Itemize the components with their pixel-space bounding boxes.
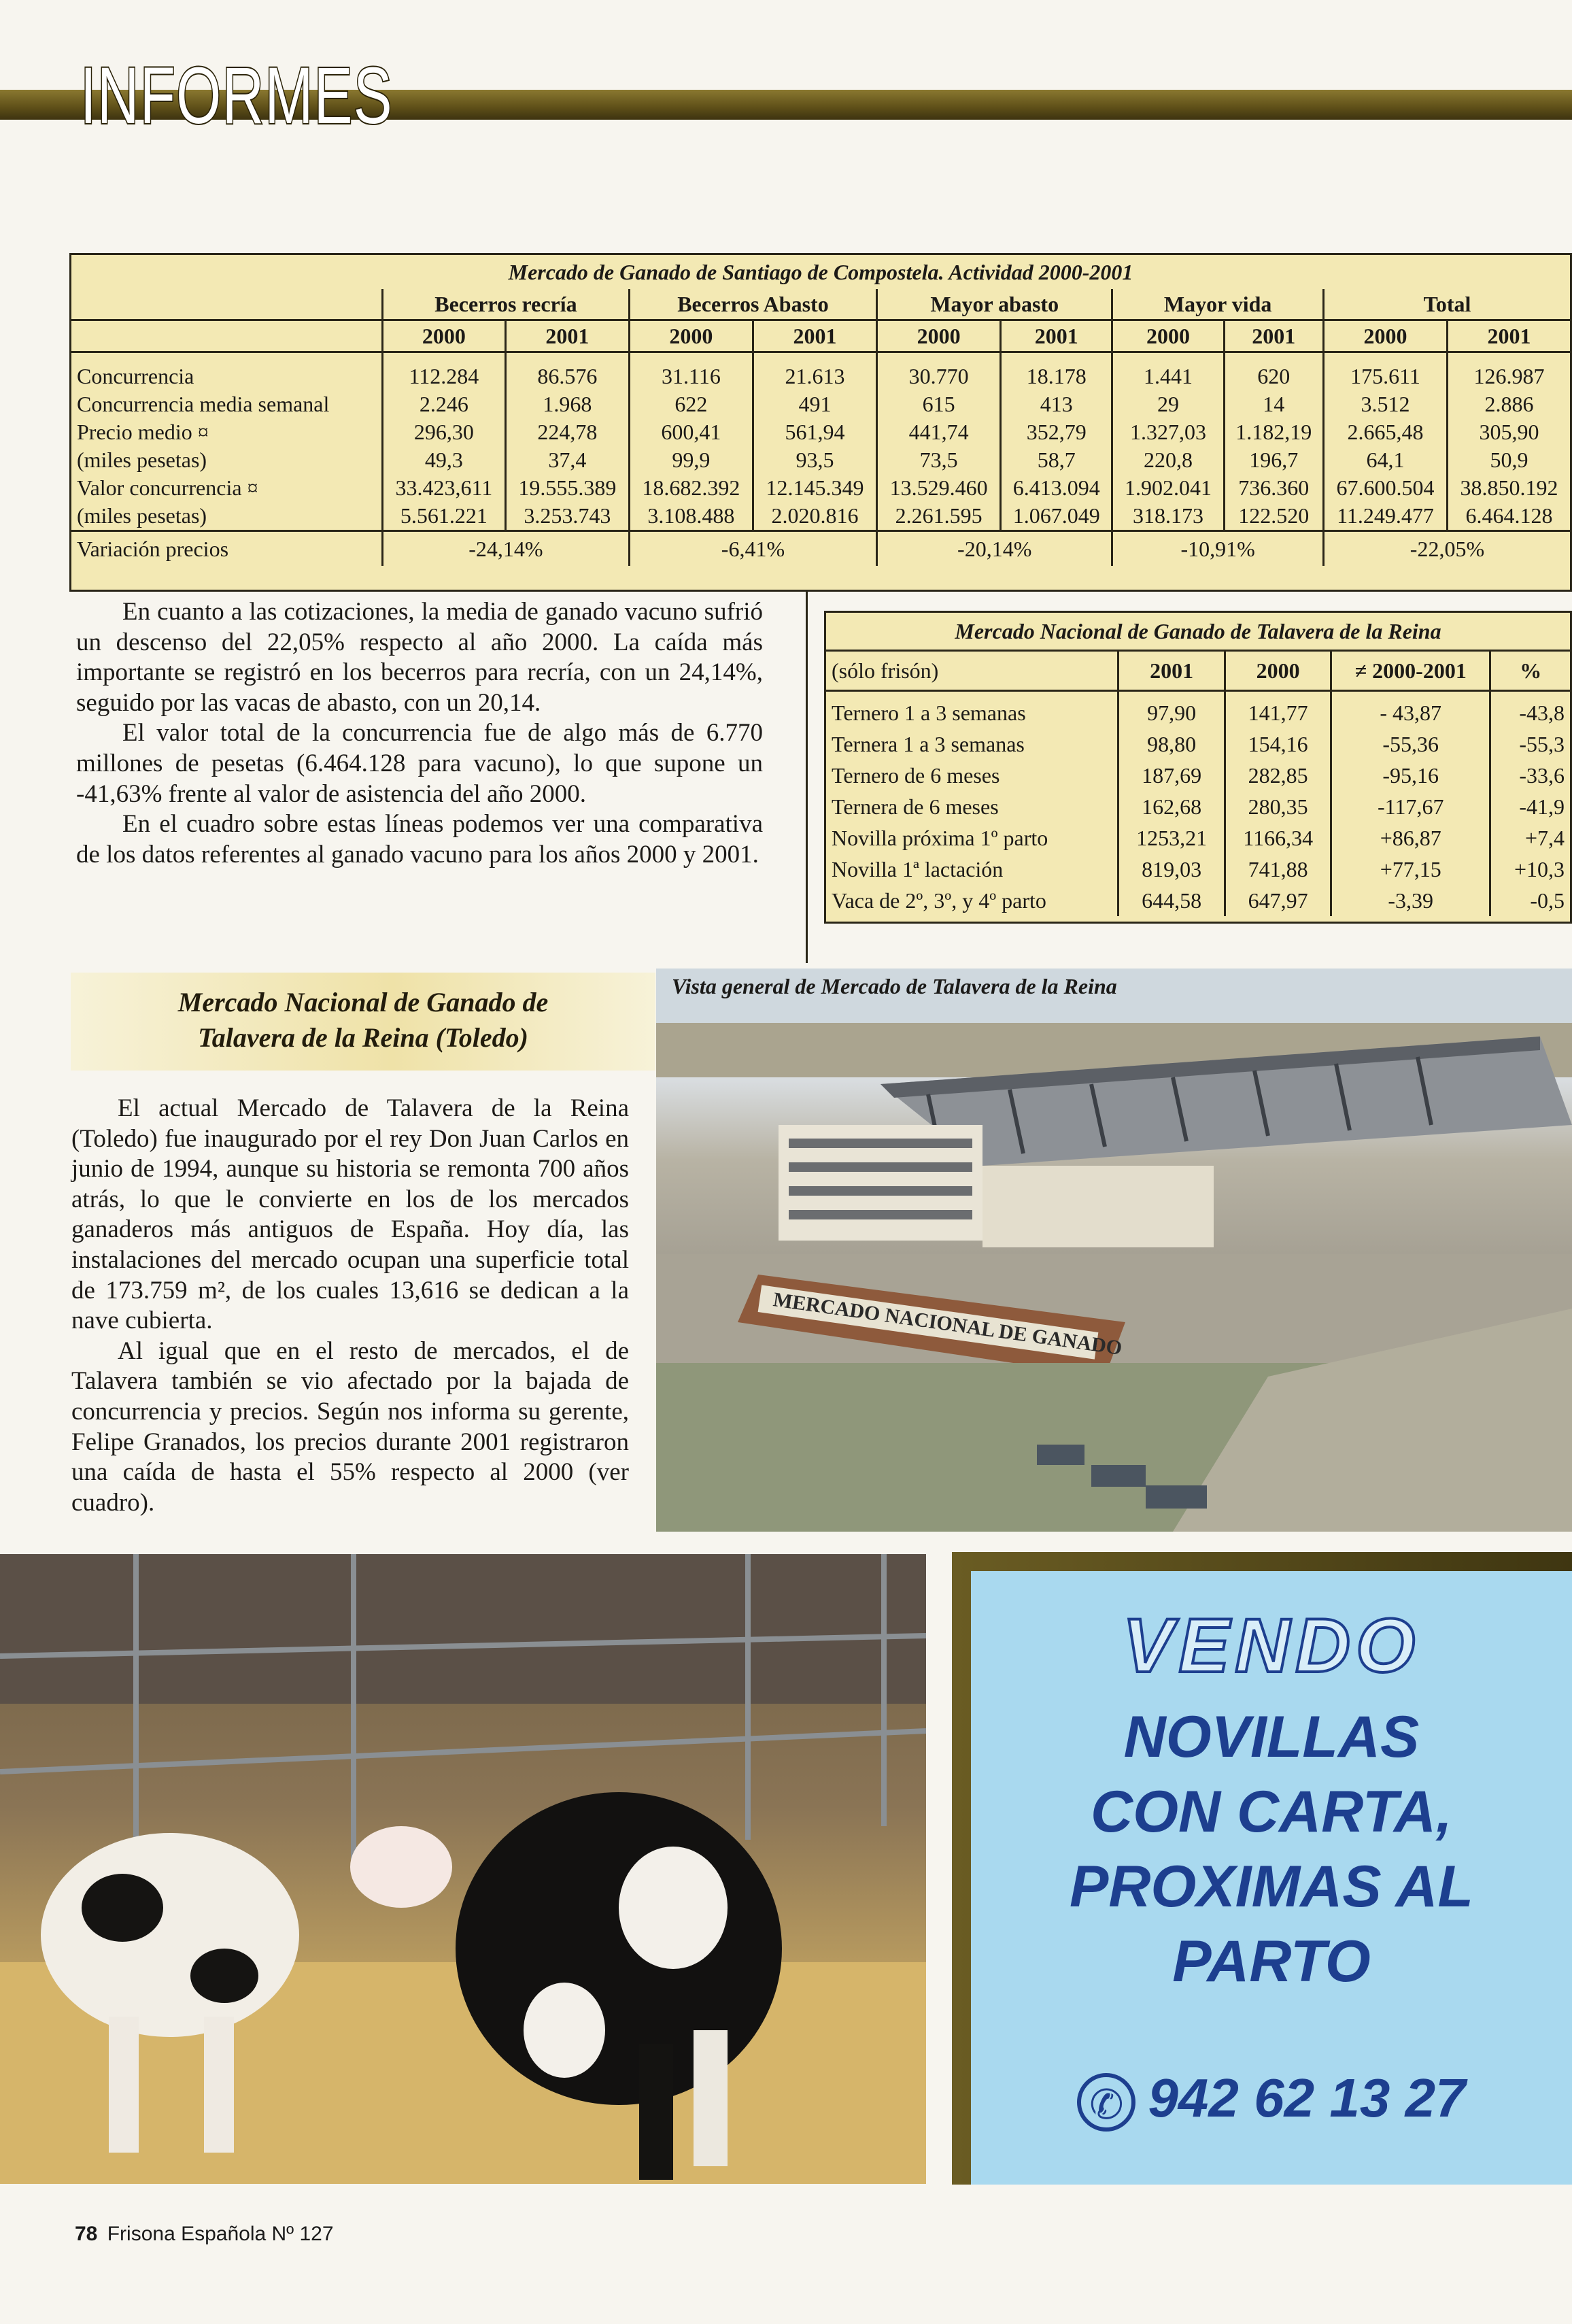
page-footer xyxy=(75,2223,334,2246)
publication-name: Frisona Española Nº 127 xyxy=(107,2223,334,2245)
talavera-header-row xyxy=(826,651,1570,691)
ad-line: CON CARTA, xyxy=(1091,1779,1452,1845)
table-cell: 3.108.488 xyxy=(629,502,753,531)
table-cell: 615 xyxy=(877,390,1001,418)
table-cell: 741,88 xyxy=(1225,854,1331,885)
table-cell: 112.284 xyxy=(383,352,506,391)
row-label: (miles pesetas) xyxy=(77,448,207,472)
group-header: Mayor abasto xyxy=(877,289,1112,320)
column-header: (sólo frisón) xyxy=(826,651,1118,691)
group-header-row xyxy=(71,289,1570,320)
table-cell: 154,16 xyxy=(1225,728,1331,760)
table-cell: 14 xyxy=(1224,390,1323,418)
table-row xyxy=(826,728,1570,760)
year-header: 2001 xyxy=(753,320,876,352)
table-cell: 2.665,48 xyxy=(1323,418,1447,446)
table-caption: Mercado de Ganado de Santiago de Compostela. Actividad 2000-2001 xyxy=(508,260,1133,284)
table-cell: 3.253.743 xyxy=(505,502,629,531)
table-cell: 175.611 xyxy=(1323,352,1447,391)
row-label: Ternera 1 a 3 semanas xyxy=(832,731,1025,756)
table-cell: 12.145.349 xyxy=(753,474,876,502)
row-label: Concurrencia xyxy=(77,364,194,388)
table-cell: 736.360 xyxy=(1224,474,1323,502)
row-label: Novilla próxima 1º parto xyxy=(832,825,1048,850)
cattle-photo xyxy=(0,1554,926,2184)
phone-icon xyxy=(1077,2073,1135,2132)
table-row xyxy=(71,446,1570,474)
table-cell: 2.886 xyxy=(1448,390,1570,418)
table-cell: 305,90 xyxy=(1448,418,1570,446)
table-cell: -55,3 xyxy=(1490,728,1570,760)
table-cell: 6.413.094 xyxy=(1001,474,1112,502)
table-cell: 67.600.504 xyxy=(1323,474,1447,502)
variation-cell: -20,14% xyxy=(877,531,1112,567)
year-header-row xyxy=(71,320,1570,352)
table-cell: 318.173 xyxy=(1112,502,1224,531)
group-header: Becerros recría xyxy=(383,289,630,320)
table-cell: 3.512 xyxy=(1323,390,1447,418)
paragraph: En el cuadro sobre estas líneas podemos ver una comparativa de los datos referentes al ganado vacuno para los años 2000 y 2001. xyxy=(76,810,763,869)
row-label: Valor concurrencia ¤ xyxy=(77,475,258,500)
variation-cell: -24,14% xyxy=(383,531,630,567)
table-cell: 18.178 xyxy=(1001,352,1112,391)
market-photo-illustration xyxy=(656,969,1572,1532)
group-header: Becerros Abasto xyxy=(629,289,876,320)
market-sign-text: MERCADO NACIONAL DE GANADO xyxy=(772,1288,1124,1360)
table-cell: - 43,87 xyxy=(1331,691,1490,729)
talavera-market-table xyxy=(824,611,1572,924)
year-header: 2000 xyxy=(877,320,1001,352)
table-cell: 1.902.041 xyxy=(1112,474,1224,502)
table-cell: -3,39 xyxy=(1331,885,1490,916)
table-cell: 1166,34 xyxy=(1225,822,1331,854)
year-header: 2000 xyxy=(383,320,506,352)
table-cell: 187,69 xyxy=(1118,760,1225,791)
table-cell: 49,3 xyxy=(383,446,506,474)
year-header: 2001 xyxy=(1448,320,1570,352)
table-cell: 1.182,19 xyxy=(1224,418,1323,446)
table-cell: 224,78 xyxy=(505,418,629,446)
table-cell: 620 xyxy=(1224,352,1323,391)
variation-cell: -22,05% xyxy=(1323,531,1570,567)
table-cell: 6.464.128 xyxy=(1448,502,1570,531)
section-subheading xyxy=(71,973,655,1071)
table-cell: 97,90 xyxy=(1118,691,1225,729)
row-label: Concurrencia media semanal xyxy=(77,392,330,416)
santiago-market-table xyxy=(69,253,1572,592)
section-title: INFORMES xyxy=(80,51,393,141)
year-header: 2000 xyxy=(1323,320,1447,352)
article-column-2 xyxy=(71,1094,629,1518)
year-header: 2001 xyxy=(505,320,629,352)
table-cell: 2.246 xyxy=(383,390,506,418)
table-row xyxy=(826,691,1570,729)
table-cell: 1.327,03 xyxy=(1112,418,1224,446)
table-cell: 220,8 xyxy=(1112,446,1224,474)
classified-ad xyxy=(971,1571,1572,2185)
column-header: % xyxy=(1490,651,1570,691)
table-cell: 50,9 xyxy=(1448,446,1570,474)
paragraph: El valor total de la concurrencia fue de algo más de 6.770 millones de pesetas (6.464.128 para vacuno), lo que supone un -41,63% frente al valor de asistencia del año 2000. xyxy=(76,719,763,808)
table-cell: -33,6 xyxy=(1490,760,1570,791)
table-cell: 11.249.477 xyxy=(1323,502,1447,531)
table-cell: 13.529.460 xyxy=(877,474,1001,502)
table-cell: +10,3 xyxy=(1490,854,1570,885)
subheading-line: Mercado Nacional de Ganado de xyxy=(177,987,549,1017)
variation-label: Variación precios xyxy=(71,531,383,567)
article-column-1 xyxy=(76,597,763,870)
table-cell: 29 xyxy=(1112,390,1224,418)
table-row xyxy=(71,390,1570,418)
table-row xyxy=(826,760,1570,791)
table-cell: 86.576 xyxy=(505,352,629,391)
santiago-data-table xyxy=(71,289,1570,566)
talavera-table-body xyxy=(826,691,1570,917)
table-row xyxy=(826,854,1570,885)
table-cell: 441,74 xyxy=(877,418,1001,446)
subheading-line: Talavera de la Reina (Toledo) xyxy=(198,1022,528,1053)
table-cell: 64,1 xyxy=(1323,446,1447,474)
table-cell: 1.067.049 xyxy=(1001,502,1112,531)
table-cell: 98,80 xyxy=(1118,728,1225,760)
row-label: Novilla 1ª lactación xyxy=(832,856,1004,881)
table-cell: 31.116 xyxy=(629,352,753,391)
table-cell: 126.987 xyxy=(1448,352,1570,391)
table-cell: 38.850.192 xyxy=(1448,474,1570,502)
table-cell: 30.770 xyxy=(877,352,1001,391)
table-cell: 93,5 xyxy=(753,446,876,474)
table-row xyxy=(71,474,1570,502)
table-cell: 37,4 xyxy=(505,446,629,474)
variation-cell: -6,41% xyxy=(629,531,876,567)
row-label: Vaca de 2º, 3º, y 4º parto xyxy=(832,888,1046,913)
table-cell: 644,58 xyxy=(1118,885,1225,916)
table-cell: 19.555.389 xyxy=(505,474,629,502)
table-cell: 561,94 xyxy=(753,418,876,446)
ad-headline: VENDO xyxy=(1122,1603,1421,1688)
ad-line: PROXIMAS AL xyxy=(1069,1854,1474,1919)
row-label: (miles pesetas) xyxy=(77,503,207,528)
table-row xyxy=(71,352,1570,391)
table-row xyxy=(71,418,1570,446)
group-header: Mayor vida xyxy=(1112,289,1324,320)
row-label: Ternero 1 a 3 semanas xyxy=(832,700,1026,725)
year-header: 2001 xyxy=(1224,320,1323,352)
table-cell: -55,36 xyxy=(1331,728,1490,760)
table-cell: 647,97 xyxy=(1225,885,1331,916)
table-cell: 282,85 xyxy=(1225,760,1331,791)
table-cell: 2.261.595 xyxy=(877,502,1001,531)
group-header: Total xyxy=(1323,289,1570,320)
table-caption: Mercado Nacional de Ganado de Talavera de la Reina xyxy=(955,619,1441,643)
table-cell: 1.968 xyxy=(505,390,629,418)
table-cell: 73,5 xyxy=(877,446,1001,474)
table-cell: -117,67 xyxy=(1331,791,1490,822)
table-cell: 5.561.221 xyxy=(383,502,506,531)
row-label: Precio medio ¤ xyxy=(77,420,209,444)
column-header: ≠ 2000-2001 xyxy=(1331,651,1490,691)
table-cell: +86,87 xyxy=(1331,822,1490,854)
table-cell: 18.682.392 xyxy=(629,474,753,502)
paragraph: En cuanto a las cotizaciones, la media de ganado vacuno sufrió un descenso del 22,05% respecto al año 2000. La caída más importante se registró en los becerros para recría, con un 24,14%, seguido por las vacas de abasto, con un 20,14. xyxy=(76,598,763,717)
table-row xyxy=(826,791,1570,822)
cattle-photo-illustration xyxy=(0,1554,926,2184)
empty-header-cell xyxy=(71,320,383,352)
table-cell: 1253,21 xyxy=(1118,822,1225,854)
row-label: Ternero de 6 meses xyxy=(832,762,1000,788)
year-header: 2000 xyxy=(629,320,753,352)
year-header: 2001 xyxy=(1001,320,1112,352)
table-cell: 413 xyxy=(1001,390,1112,418)
column-header: 2000 xyxy=(1225,651,1331,691)
table-cell: 491 xyxy=(753,390,876,418)
table-cell: 622 xyxy=(629,390,753,418)
table-cell: 2.020.816 xyxy=(753,502,876,531)
variation-cell: -10,91% xyxy=(1112,531,1324,567)
table-cell: 141,77 xyxy=(1225,691,1331,729)
table-cell: 1.441 xyxy=(1112,352,1224,391)
table-cell: -0,5 xyxy=(1490,885,1570,916)
paragraph: El actual Mercado de Talavera de la Reina (Toledo) fue inaugurado por el rey Don Juan Carlos en junio de 1994, aunque su historia se remonta 700 años atrás, lo que le convierte en los de los mercados ganaderos más antiguos de España. Hoy día, las instalaciones del mercado ocupan una superficie total de 173.759 m², de los cuales 13,616 se dedican a la nave cubierta. xyxy=(71,1094,629,1335)
table-cell: 280,35 xyxy=(1225,791,1331,822)
table-row xyxy=(826,822,1570,854)
table-cell: 21.613 xyxy=(753,352,876,391)
column-divider xyxy=(806,590,808,963)
table-cell: 600,41 xyxy=(629,418,753,446)
year-header: 2000 xyxy=(1112,320,1224,352)
table-cell: 122.520 xyxy=(1224,502,1323,531)
talavera-data-table xyxy=(826,650,1570,916)
table-cell: 162,68 xyxy=(1118,791,1225,822)
page-number: 78 xyxy=(75,2223,98,2245)
ad-line: PARTO xyxy=(1172,1929,1371,1994)
photo-caption: Vista general de Mercado de Talavera de la Reina xyxy=(672,974,1117,998)
santiago-table-body xyxy=(71,352,1570,531)
ad-line: NOVILLAS xyxy=(1123,1704,1420,1770)
table-cell: 58,7 xyxy=(1001,446,1112,474)
table-cell: 819,03 xyxy=(1118,854,1225,885)
column-header: 2001 xyxy=(1118,651,1225,691)
paragraph: Al igual que en el resto de mercados, el de Talavera también se vio afectado por la bajada de concurrencia y precios. Según nos informa su gerente, Felipe Granados, los precios durante 2001 registraron una caída de hasta el 55% respecto al 2000 (ver cuadro). xyxy=(71,1336,629,1517)
ad-phone-number: 942 62 13 27 xyxy=(1148,2068,1466,2128)
table-cell: 196,7 xyxy=(1224,446,1323,474)
table-cell: -41,9 xyxy=(1490,791,1570,822)
table-cell: -43,8 xyxy=(1490,691,1570,729)
table-cell: +77,15 xyxy=(1331,854,1490,885)
empty-header-cell xyxy=(71,289,383,320)
ad-phone-line xyxy=(971,2068,1572,2132)
variation-row xyxy=(71,531,1570,567)
table-cell: 99,9 xyxy=(629,446,753,474)
table-cell: 352,79 xyxy=(1001,418,1112,446)
table-cell: 296,30 xyxy=(383,418,506,446)
market-aerial-photo xyxy=(656,969,1572,1532)
table-row xyxy=(826,885,1570,916)
table-cell: -95,16 xyxy=(1331,760,1490,791)
row-label: Ternera de 6 meses xyxy=(832,794,999,819)
table-row xyxy=(71,502,1570,531)
table-cell: 33.423,611 xyxy=(383,474,506,502)
table-cell: +7,4 xyxy=(1490,822,1570,854)
